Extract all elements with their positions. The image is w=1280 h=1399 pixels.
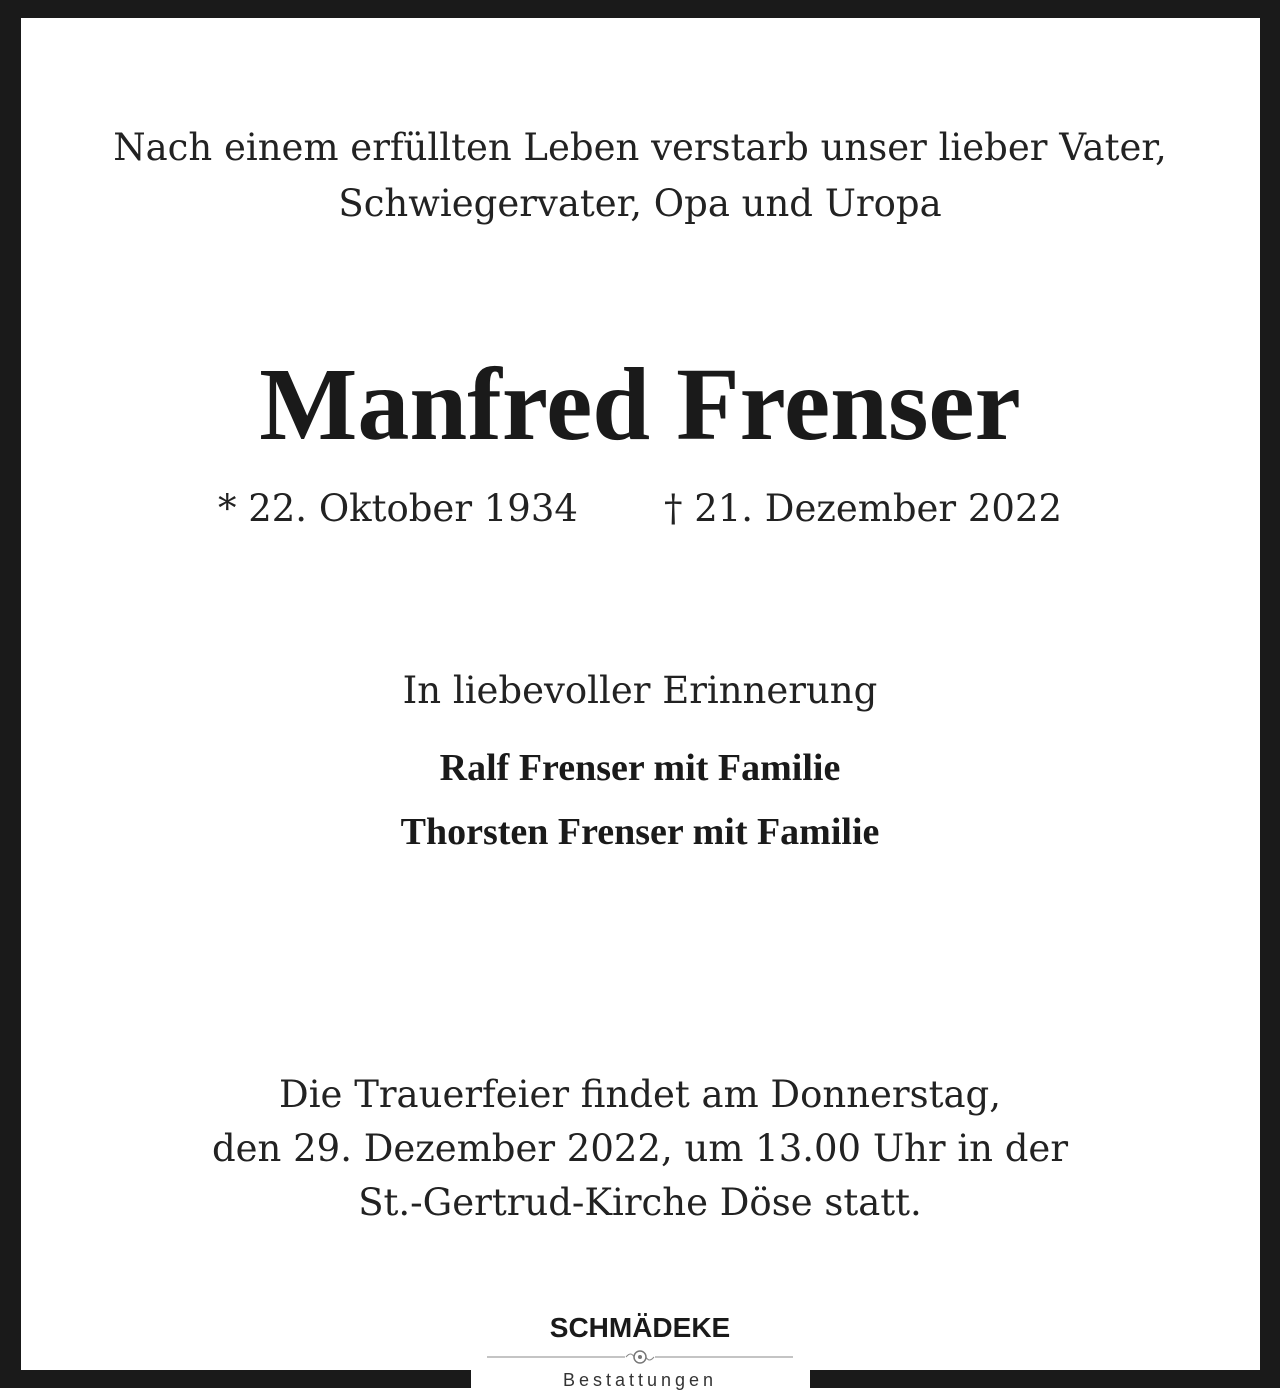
service-line-1: Die Trauerfeier findet am Donnerstag, (279, 1073, 1001, 1116)
border-top (0, 0, 1280, 18)
service-line-3: St.-Gertrud-Kirche Döse statt. (358, 1181, 922, 1224)
border-bottom-left (0, 1370, 471, 1388)
mourner-family: Thorsten Frenser mit Familie (400, 811, 880, 853)
border-right (1260, 0, 1280, 1388)
mourner-family: Ralf Frenser mit Familie (439, 747, 841, 789)
border-bottom-right (810, 1370, 1280, 1388)
funeral-home-logo (485, 1308, 795, 1399)
logo-subtitle: Bestattungen (562, 1370, 718, 1390)
death-date: † 21. Dezember 2022 (663, 487, 1063, 530)
memory-line: In liebevoller Erinnerung (402, 669, 878, 712)
life-dates (40, 484, 1240, 534)
service-line-2: den 29. Dezember 2022, um 13.00 Uhr in der (211, 1127, 1069, 1170)
logo-ornament-icon (485, 1348, 795, 1366)
birth-date: * 22. Oktober 1934 (217, 487, 578, 530)
border-left (0, 0, 21, 1388)
intro-line-2: Schwiegervater, Opa und Uropa (338, 182, 942, 225)
service-info (40, 1068, 1240, 1230)
intro-line-1: Nach einem erfüllten Leben verstarb unser lieber Vater, (113, 126, 1167, 169)
deceased-name: Manfred Frenser (259, 347, 1021, 462)
intro-text (40, 120, 1240, 232)
logo-name: SCHMÄDEKE (549, 1312, 731, 1343)
